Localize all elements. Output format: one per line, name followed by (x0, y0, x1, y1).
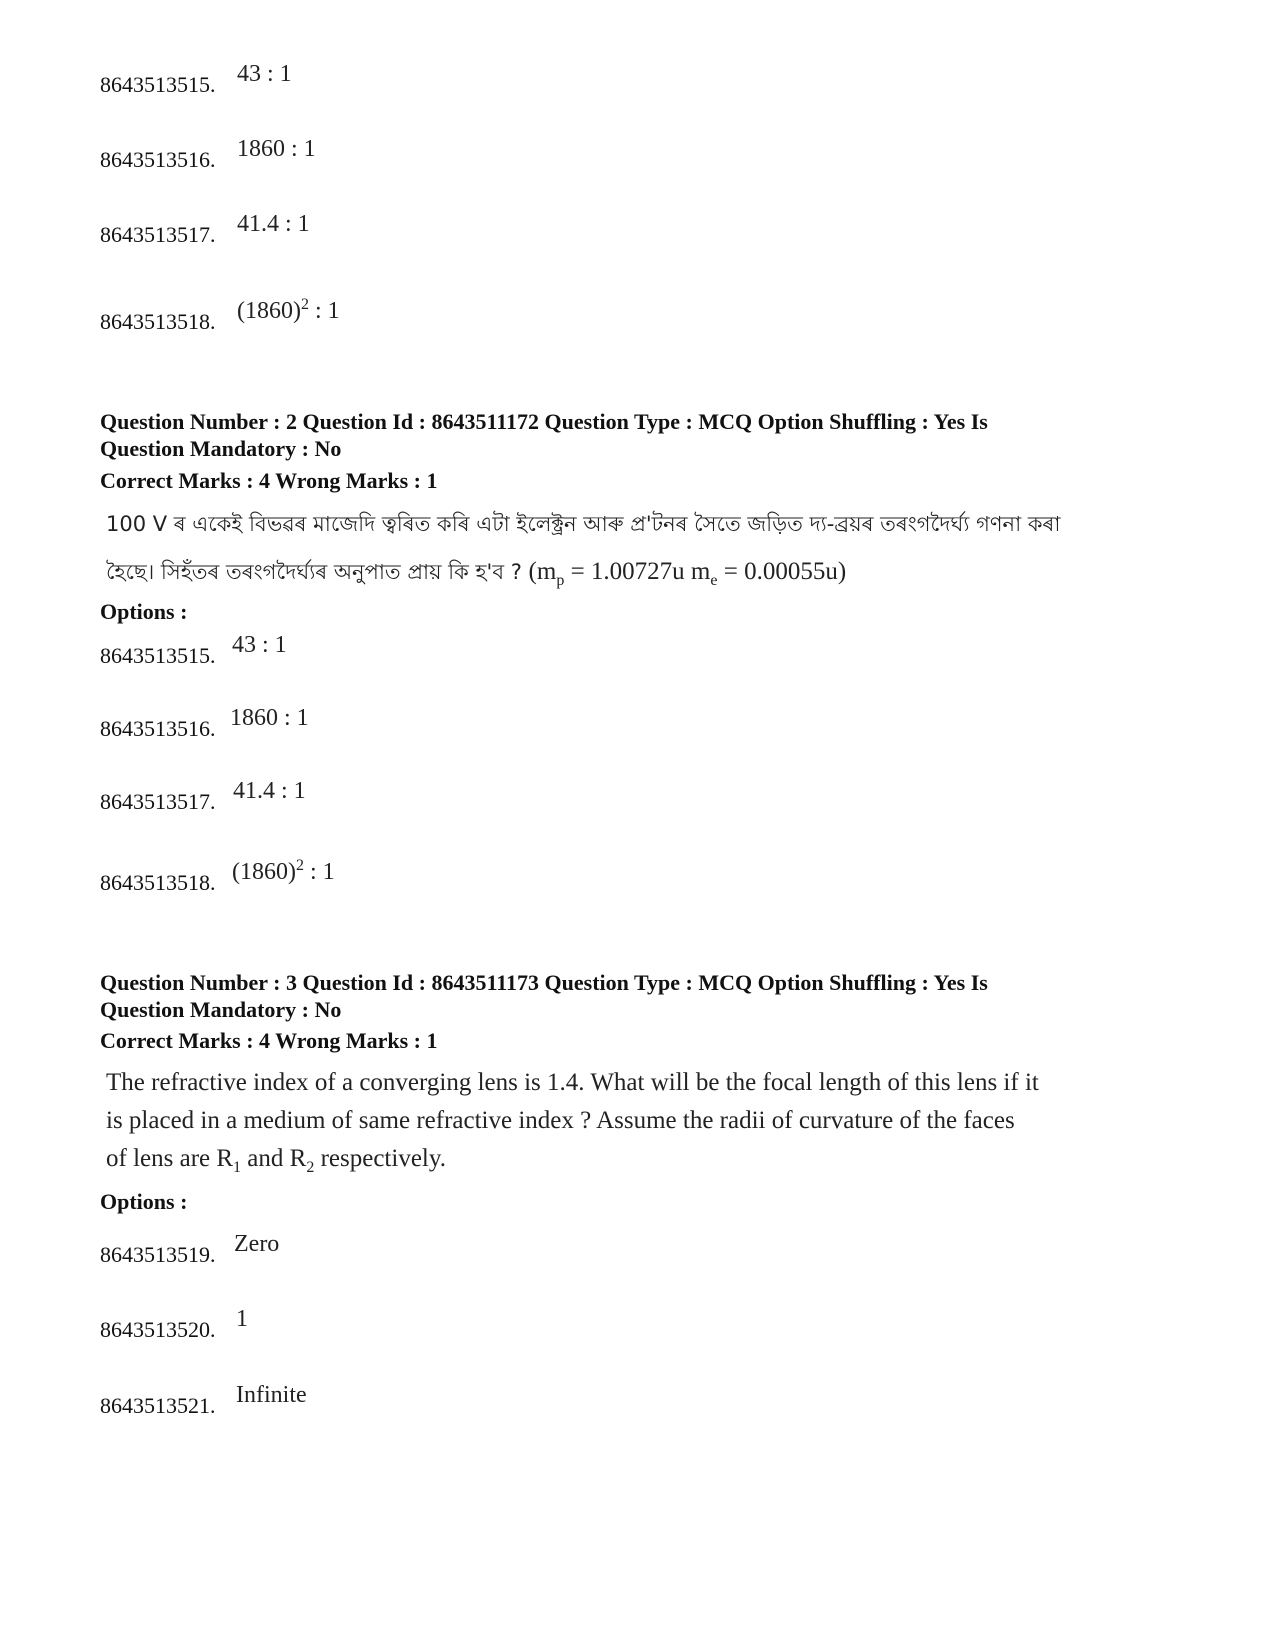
options-label: Options : (100, 1189, 188, 1214)
option-text: 1860 : 1 (230, 705, 309, 731)
question-3-header (100, 969, 1180, 1023)
question-text-line: 100 V ৰ একেই বিভৱৰ মাজেদি ত্বৰিত কৰি এটা ইলেক্ট্ৰন আৰু প্ৰ'টনৰ সৈতে জড়িত দ্য-ব্ৰয়ৰ তৰংগদৈৰ্ঘ্য গণনা কৰা (106, 512, 1061, 536)
option-id: 8643513520. (100, 1317, 216, 1342)
option-text (232, 859, 335, 886)
option-text-superscript: 2 (300, 296, 309, 313)
formula-subscript: p (556, 572, 565, 589)
question-text-bengali: হৈছে। সিহঁতৰ তৰংগদৈৰ্ঘ্যৰ অনুপাত প্ৰায় কি হ'ব ? (106, 560, 522, 584)
option-text-base: (1860) (232, 859, 296, 885)
option-id: 8643513516. (100, 147, 216, 172)
option-text: 1 (236, 1306, 248, 1332)
question-header-line: Question Number : 2 Question Id : 8643511172 Question Type : MCQ Option Shuffling : Yes Is (100, 409, 988, 434)
question-text-line: The refractive index of a converging lens is 1.4. What will be the focal length of this lens if it (106, 1069, 1039, 1096)
option-id: 8643513516. (100, 716, 216, 741)
formula-part: (m (528, 558, 557, 585)
option-text (237, 298, 340, 325)
question-2-text (106, 500, 1176, 596)
option-text: 41.4 : 1 (237, 211, 310, 237)
formula-part: = 0.00055u) (717, 558, 847, 585)
option-id: 8643513515. (100, 72, 216, 97)
option-text: 43 : 1 (232, 632, 287, 658)
text-part: of lens are R (106, 1145, 234, 1172)
option-id: 8643513518. (100, 870, 216, 895)
text-part: and R (241, 1145, 307, 1172)
question-text-line (106, 548, 1176, 596)
option-text: 1860 : 1 (237, 136, 316, 162)
question-3-text (106, 1064, 1176, 1178)
option-id: 8643513521. (100, 1393, 216, 1418)
question-header-line: Question Number : 3 Question Id : 8643511173 Question Type : MCQ Option Shuffling : Yes Is (100, 970, 988, 995)
question-header-line: Question Mandatory : No (100, 997, 342, 1022)
option-text: 43 : 1 (237, 61, 292, 87)
question-header-line: Question Mandatory : No (100, 436, 342, 461)
options-label: Options : (100, 599, 188, 624)
question-2-marks: Correct Marks : 4 Wrong Marks : 1 (100, 468, 438, 493)
option-id: 8643513519. (100, 1242, 216, 1267)
option-text-rest: : 1 (303, 859, 335, 885)
option-text-rest: : 1 (308, 298, 340, 324)
option-text: Zero (234, 1231, 280, 1257)
text-part: respectively. (314, 1145, 446, 1172)
formula-part: = 1.00727u m (564, 558, 711, 585)
question-text-line (106, 1140, 1176, 1178)
formula-subscript: e (710, 572, 718, 589)
option-text: 41.4 : 1 (233, 778, 306, 804)
text-subscript: 2 (306, 1159, 315, 1176)
mass-formula (528, 558, 847, 589)
question-3-marks: Correct Marks : 4 Wrong Marks : 1 (100, 1028, 438, 1053)
option-text: Infinite (236, 1382, 307, 1408)
option-text-superscript: 2 (295, 857, 304, 874)
question-2-header (100, 408, 1180, 462)
option-text-base: (1860) (237, 298, 301, 324)
option-id: 8643513517. (100, 222, 216, 247)
option-id: 8643513517. (100, 789, 216, 814)
option-id: 8643513518. (100, 309, 216, 334)
text-subscript: 1 (233, 1159, 242, 1176)
option-id: 8643513515. (100, 643, 216, 668)
question-text-line: is placed in a medium of same refractive index ? Assume the radii of curvature of the faces (106, 1107, 1015, 1134)
